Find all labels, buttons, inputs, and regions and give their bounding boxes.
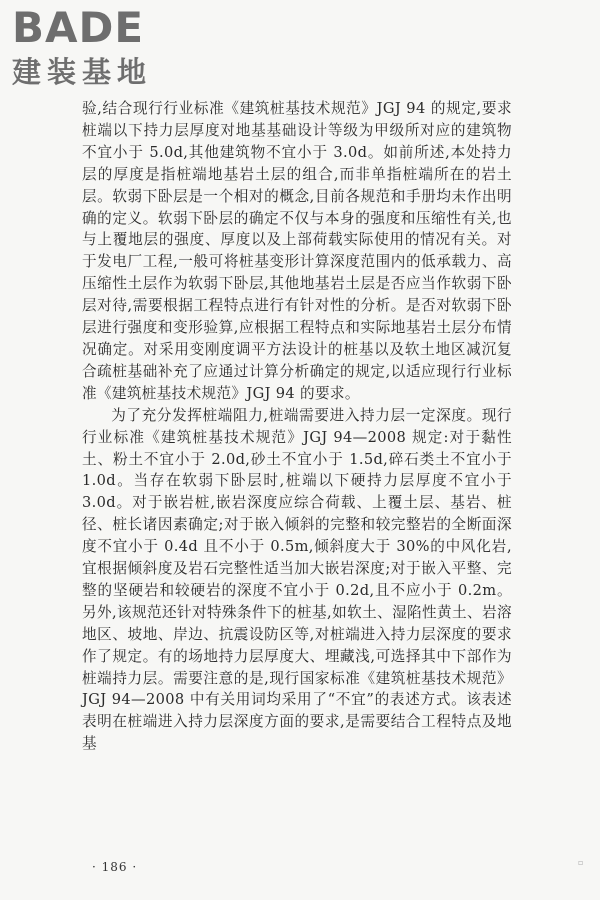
page-number: · 186 ·: [92, 860, 138, 874]
logo-subtitle: 建装基地: [12, 55, 153, 89]
paragraph-2: 为了充分发挥桩端阻力,桩端需要进入持力层一定深度。现行行业标准《建筑桩基技术规范》JGJ 94—2008 规定:对于黏性土、粉土不宜小于 2.0d,砂土不宜小于 1.5d,碎石类土不宜小于 1.0d。当存在软弱下卧层时,桩端以下硬持力层厚度不宜小于 3.0d。对于嵌岩桩,嵌岩深度应综合荷载、上覆土层、基岩、桩径、桩长诸因素确定;对于嵌入倾斜的完整和较完整岩的全断面深度不宜小于 0.4d 且不小于 0.5m,倾斜度大于 30%的中风化岩,宜根据倾斜度及岩石完整性适当加大嵌岩深度;对于嵌入平整、完整的坚硬岩和较硬岩的深度不宜小于 0.2d,且不应小于 0.2m。另外,该规范还针对特殊条件下的桩基,如软土、湿陷性黄土、岩溶地区、坡地、岸边、抗震设防区等,对桩端进入持力层深度的要求作了规定。有的场地持力层厚度大、埋藏浅,可选择其中下部作为桩端持力层。需要注意的是,现行国家标准《建筑桩基技术规范》JGJ 94—2008 中有关用词均采用了“不宜”的表述方式。该表述表明在桩端进入持力层深度方面的要求,是需要结合工程特点及地基: [82, 406, 512, 753]
paragraph-1: 验,结合现行行业标准《建筑桩基技术规范》JGJ 94 的规定,要求桩端以下持力层厚度对地基基础设计等级为甲级所对应的建筑物不宜小于 5.0d,其他建筑物不宜小于 3.0d。如前所述,本处持力层的厚度是指桩端地基岩土层的组合,而非单指桩端所在的岩土层。软弱下卧层是一个相对的概念,目前各规范和手册均未作出明确的定义。软弱下卧层的确定不仅与本身的强度和压缩性有关,也与上覆地层的强度、厚度以及上部荷载实际使用的情况有关。对于发电厂工程,一般可将桩基变形计算深度范围内的低承载力、高压缩性土层作为软弱下卧层,其他地基岩土层是否应当作软弱下卧层对待,需要根据工程特点进行有针对性的分析。是否对软弱下卧层进行强度和变形验算,应根据工程特点和实际地基岩土层分布情况确定。对采用变刚度调平方法设计的桩基以及软土地区减沉复合疏桩基础补充了应通过计算分析确定的规定,以适应现行行业标准《建筑桩基技术规范》JGJ 94 的要求。: [82, 100, 512, 402]
scan-corner-mark: ▫: [578, 858, 584, 867]
publisher-logo: [12, 3, 182, 89]
page-body: [82, 98, 512, 755]
logo-brand-text: BADE: [12, 3, 145, 52]
